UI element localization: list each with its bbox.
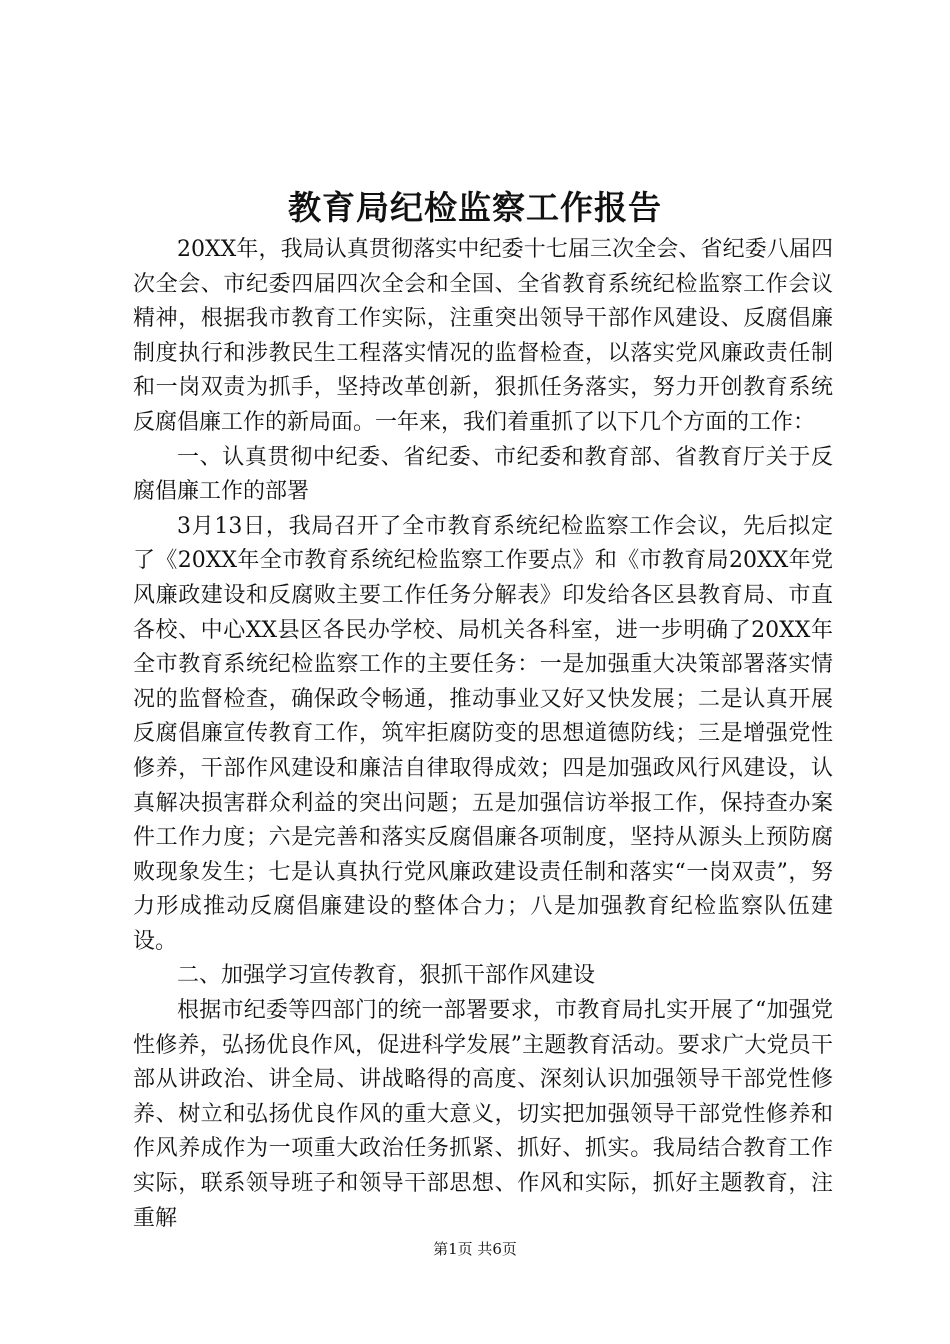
document-body — [133, 233, 833, 1236]
section-heading-1: 一、认真贯彻中纪委、省纪委、市纪委和教育部、省教育厅关于反腐倡廉工作的部署 — [133, 444, 833, 505]
paragraph-intro: 20XX年，我局认真贯彻落实中纪委十七届三次全会、省纪委八届四次全会、市纪委四届四次全会和全国、全省教育系统纪检监察工作会议精神，根据我市教育工作实际，注重突出领导干部作风建设、反腐倡廉制度执行和涉教民生工程落实情况的监督检查，以落实党风廉政责任制和一岗双责为抓手，坚持改革创新，狠抓任务落实，努力开创教育系统反腐倡廉工作的新局面。一年来，我们着重抓了以下几个方面的工作： — [133, 237, 833, 435]
page-footer: 第1页 共6页 — [433, 1240, 517, 1258]
document-title: 教育局纪检监察工作报告 — [288, 188, 662, 227]
section-heading-2: 二、加强学习宣传教育，狠抓干部作风建设 — [177, 963, 596, 989]
paragraph-section-1: 3月13日，我局召开了全市教育系统纪检监察工作会议，先后拟定了《20XX年全市教育系统纪检监察工作要点》和《市教育局20XX年党风廉政建设和反腐败主要工作任务分解表》印发给各区县教育局、市直各校、中心XX县区各民办学校、局机关各科室，进一步明确了20XX年全市教育系统纪检监察工作的主要任务：一是加强重大决策部署落实情况的监督检查，确保政令畅通，推动事业又好又快发展；二是认真开展反腐倡廉宣传教育工作，筑牢拒腐防变的思想道德防线；三是增强党性修养，干部作风建设和廉洁自律取得成效；四是加强政风行风建设，认真解决损害群众利益的突出问题；五是加强信访举报工作，保持查办案件工作力度；六是完善和落实反腐倡廉各项制度，坚持从源头上预防腐败现象发生；七是认真执行党风廉政建设责任制和落实“一岗双责”，努力形成推动反腐倡廉建设的整体合力；八是加强教育纪检监察队伍建设。 — [133, 513, 833, 954]
paragraph-section-2: 根据市纪委等四部门的统一部署要求，市教育局扎实开展了“加强党性修养，弘扬优良作风，促进科学发展”主题教育活动。要求广大党员干部从讲政治、讲全局、讲战略得的高度、深刻认识加强领导干部党性修养、树立和弘扬优良作风的重大意义，切实把加强领导干部党性修养和作风养成作为一项重大政治任务抓紧、抓好、抓实。我局结合教育工作实际，联系领导班子和领导干部思想、作风和实际，抓好主题教育，注重解 — [133, 998, 833, 1231]
